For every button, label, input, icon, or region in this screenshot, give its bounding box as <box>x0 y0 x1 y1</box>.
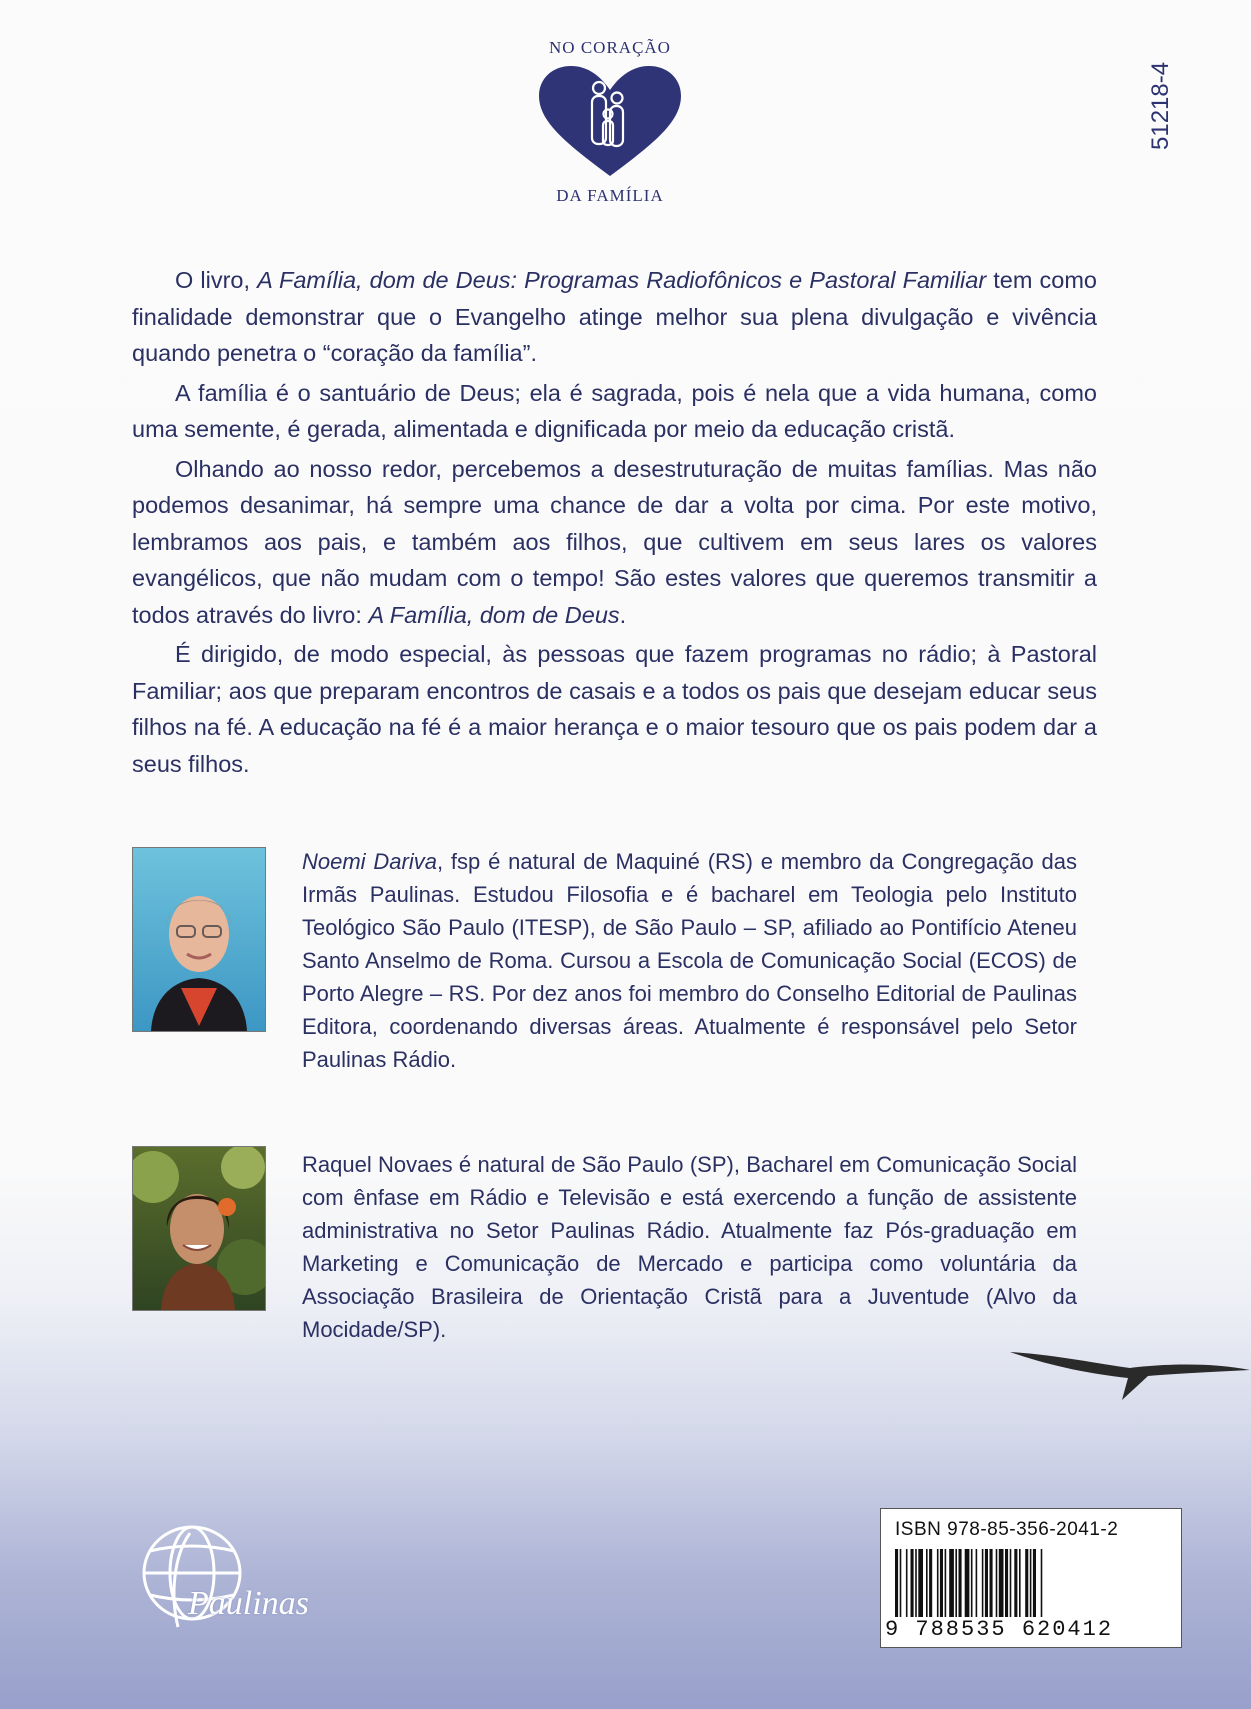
description-paragraph-3 <box>132 451 1097 634</box>
publisher-name: Paulinas <box>188 1585 309 1622</box>
barcode-bar <box>1014 1549 1017 1617</box>
book-description <box>132 262 1097 785</box>
barcode-bar <box>895 1549 898 1617</box>
barcode-bar <box>1025 1549 1028 1617</box>
description-paragraph-1 <box>132 262 1097 372</box>
barcode-bar <box>996 1549 998 1617</box>
barcode-bar <box>900 1549 902 1617</box>
description-paragraph-2: A família é o santuário de Deus; ela é sagrada, pois é nela que a vida humana, como uma semente, é gerada, alimentada e dignificada por meio da educação cristã. <box>132 379 1097 442</box>
barcode <box>895 1549 1167 1619</box>
barcode-bar <box>1019 1549 1021 1617</box>
barcode-bar <box>971 1549 973 1617</box>
author-bio-text: , fsp é natural de Maquiné (RS) e membro da Congregação das Irmãs Paulinas. Estudou Filosofia e é bacharel em Teologia pelo Instituto Teológico São Paulo (ITESP), de São Paulo – SP, afiliado ao Pontifício Ateneu Santo Anselmo de Roma. Cursou a Escola de Comunicação Social (ECOS) de Porto Alegre – RS. Por dez anos foi membro do Conselho Editorial de Paulinas Editora, coordenando diversas áreas. Atualmente é responsável pelo Setor Paulinas Rádio. <box>302 849 1077 1072</box>
p1-text-start: O livro, <box>175 267 258 293</box>
isbn-barcode <box>880 1508 1182 1648</box>
barcode-bar <box>1033 1549 1036 1617</box>
barcode-bar <box>918 1549 923 1617</box>
barcode-bar <box>1041 1549 1043 1617</box>
barcode-bar <box>959 1549 962 1617</box>
isbn-digits: 9 788535 620412 <box>885 1617 1114 1642</box>
author-photo-noemi <box>132 847 266 1032</box>
barcode-bar <box>906 1549 908 1617</box>
paulinas-logo <box>130 1515 330 1645</box>
barcode-bar <box>990 1549 993 1617</box>
barcode-bar <box>940 1549 943 1617</box>
barcode-bar <box>929 1549 932 1617</box>
bird-silhouette-icon <box>1010 1340 1250 1410</box>
imprint-top-text: NO CORAÇÃO <box>549 38 671 57</box>
barcode-bar <box>945 1549 947 1617</box>
barcode-bar <box>1005 1549 1008 1617</box>
description-paragraph-4: É dirigido, de modo especial, às pessoas que fazem programas no rádio; à Pastoral Familiar; aos que preparam encontros de casais e a todos os pais que desejam educar seus filhos na fé. A educação na fé é a maior herança e o maior tesouro que os pais podem dar a seus filhos. <box>132 641 1097 777</box>
barcode-bar <box>976 1549 978 1617</box>
p3-text-start: Olhando ao nosso redor, percebemos a desestruturação de muitas famílias. Mas não podemos desanimar, há sempre uma chance de dar a volta por cima. Por este motivo, lembramos aos pais, e também aos filhos, que cultivem em seus lares os valores evangélicos, que não mudam com o tempo! São estes valores que queremos transmitir a todos através do livro: <box>132 455 1097 628</box>
book-title-short: A Família, dom de Deus <box>368 601 620 628</box>
barcode-bar <box>955 1549 957 1617</box>
author-name: Noemi Dariva <box>302 849 437 874</box>
barcode-bar <box>982 1549 984 1617</box>
barcode-bar <box>985 1549 988 1617</box>
heart-family-icon <box>537 64 683 180</box>
author-bio-raquel: Raquel Novaes é natural de São Paulo (SP), Bacharel em Comunicação Social com ênfase em Rádio e Televisão e está exercendo a função de assistente administrativa no Setor Paulinas Rádio. Atualmente faz Pós-graduação em Marketing e Comunicação de Mercado e participa como voluntária da Associação Brasileira de Orientação Cristã para a Juventude (Alvo da Mocidade/SP). <box>302 1152 1077 1342</box>
barcode-bar <box>999 1549 1004 1617</box>
imprint-bottom-text: DA FAMÍLIA <box>556 186 664 205</box>
barcode-bar <box>965 1549 970 1617</box>
barcode-bar <box>911 1549 914 1617</box>
p3-text-end: . <box>619 601 627 628</box>
imprint-logo <box>520 38 700 206</box>
barcode-bar <box>1030 1549 1032 1617</box>
barcode-bar <box>937 1549 939 1617</box>
isbn-label: ISBN 978-85-356-2041-2 <box>895 1519 1119 1540</box>
catalog-number: 51218-4 <box>1147 61 1174 150</box>
barcode-bar <box>1010 1549 1012 1617</box>
author-photo-raquel <box>132 1146 266 1311</box>
barcode-bar <box>915 1549 917 1617</box>
barcode-bar <box>926 1549 928 1617</box>
book-title: A Família, dom de Deus: Programas Radiofônicos e Pastoral Familiar <box>257 267 987 293</box>
p1-text-end: tem como finalidade demonstrar que o Evangelho atinge melhor sua plena divulgação e vivência quando penetra o “coração da família”. <box>132 267 1097 366</box>
author-bio-noemi <box>302 845 1077 1076</box>
barcode-bar <box>949 1549 954 1617</box>
